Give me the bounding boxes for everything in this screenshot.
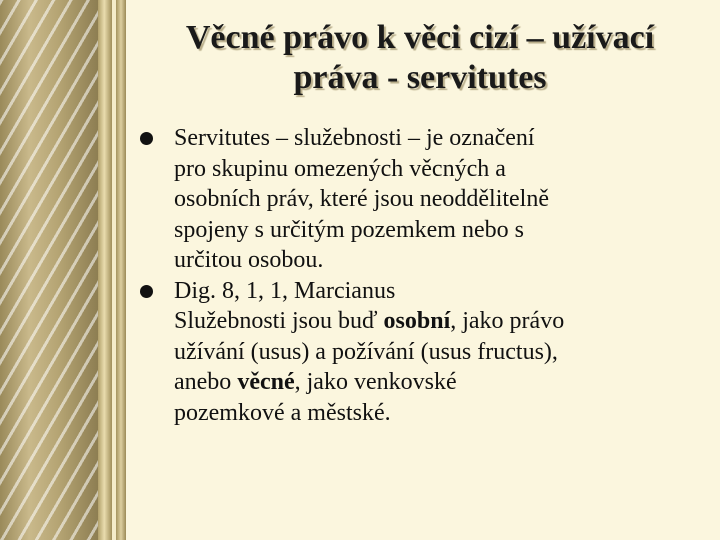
quote-emphasis: věcné bbox=[237, 369, 295, 395]
quote-text: Služebnosti jsou buď bbox=[174, 308, 384, 334]
quote-text: , jako právo bbox=[450, 308, 565, 334]
bullet-item bbox=[130, 276, 710, 429]
title-line: práva - servitutes bbox=[293, 59, 547, 96]
slide-title bbox=[130, 18, 710, 98]
bullet-item bbox=[130, 123, 710, 276]
bullet-dot-icon bbox=[140, 132, 153, 145]
quote-line bbox=[174, 367, 710, 398]
bullet-line: Servitutes – služebnosti – je označení bbox=[174, 125, 535, 151]
bullet-dot-icon bbox=[140, 285, 153, 298]
title-line: Věcné právo k věci cizí – užívací bbox=[185, 19, 655, 56]
quote-text: anebo bbox=[174, 369, 238, 395]
bullet-line: Dig. 8, 1, 1, Marcianus bbox=[174, 277, 396, 304]
bullet-list bbox=[130, 123, 710, 428]
decorative-left-band bbox=[0, 0, 98, 540]
bullet-line: určitou osobou. bbox=[174, 247, 324, 273]
bullet-line: osobních práv, které jsou neoddělitelně bbox=[174, 186, 549, 212]
bullet-line: pro skupinu omezených věcných a bbox=[174, 155, 506, 182]
quote-line: pozemkové a městské. bbox=[174, 399, 391, 426]
quote-line: užívání (usus) a požívání (usus fructus), bbox=[174, 338, 558, 365]
bullet-line: spojeny s určitým pozemkem nebo s bbox=[174, 216, 524, 243]
decorative-bar bbox=[98, 0, 112, 540]
decorative-bar bbox=[116, 0, 126, 540]
quote-text: , jako venkovské bbox=[294, 369, 457, 395]
quote-emphasis: osobní bbox=[383, 308, 451, 334]
quote-line bbox=[174, 306, 710, 337]
